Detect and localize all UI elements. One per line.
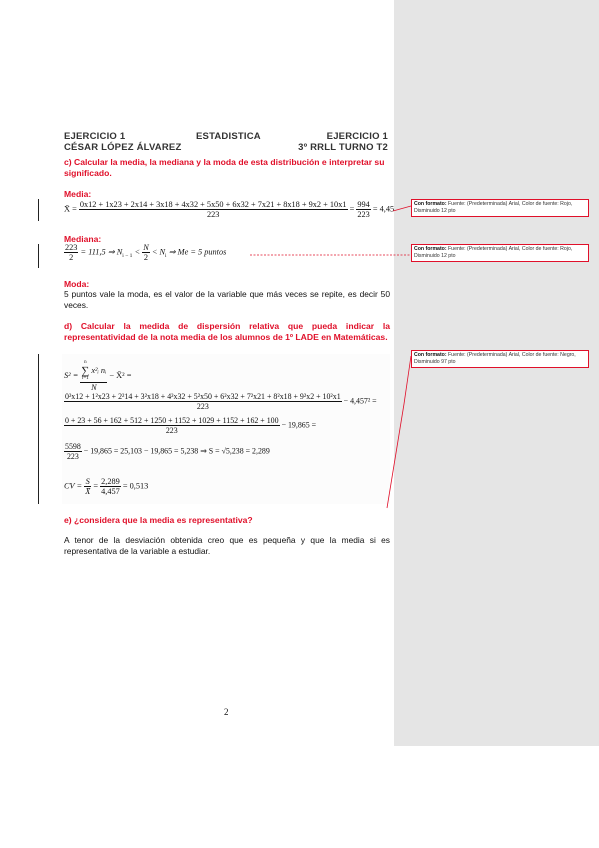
answer-e: A tenor de la desviación obtenida creo que es pequeña y que la media si es representativa de la variable a estudiar. <box>64 535 390 556</box>
media-result-num: 994 <box>357 200 370 209</box>
line2-denominator: 223 <box>196 402 209 411</box>
moda-text: 5 puntos vale la moda, es el valor de la variable que más veces se repite, es decir 50 veces. <box>64 289 390 310</box>
comment-label: Con formato: <box>414 246 447 252</box>
cv-lhs: CV = <box>64 481 83 491</box>
sum-top: n <box>84 360 87 365</box>
question-c: c) Calcular la media, la mediana y la moda de esta distribución e interpretar su significado. <box>64 157 385 178</box>
s2-tail: − X̄² = <box>109 370 132 380</box>
line2-numerator: 0²x12 + 1²x23 + 2²14 + 3²x18 + 4²x32 + 5²x50 + 6²x32 + 7²x21 + 8²x18 + 9²x2 + 10²x1 <box>65 392 341 401</box>
cv-f1-den: X̄ <box>85 487 91 496</box>
question-e: e) ¿considera que la media es representativa? <box>64 515 253 525</box>
media-result: = 4,45 <box>372 204 395 214</box>
mediana-end: < N <box>151 247 166 257</box>
media-denominator: 223 <box>206 210 220 219</box>
media-result-den: 223 <box>357 210 370 219</box>
mediana-n2-den: 2 <box>143 253 149 262</box>
comment-text: Fuente: (Predeterminada) Arial, Color de fuente: Rojo, Disminuido 12 pto <box>414 201 573 214</box>
connector-3 <box>387 356 411 508</box>
comment-label: Con formato: <box>414 201 447 207</box>
header-left-line1: EJERCICIO 1 <box>64 131 126 142</box>
media-numerator: 0x12 + 1x23 + 2x14 + 3x18 + 4x32 + 5x50 + 6x32 + 7x21 + 8x18 + 9x2 + 10x1 <box>79 200 347 209</box>
line2-tail: − 4,457² = <box>343 396 377 406</box>
media-label: Media: <box>64 189 92 199</box>
mediana-end-sub: i <box>165 253 167 260</box>
cv-result: = 0,513 <box>122 481 149 491</box>
cv-f2-den: 4,457 <box>101 487 120 496</box>
line3-tail: − 19,865 = <box>281 420 317 430</box>
header-right-line1: EJERCICIO 1 <box>326 131 388 142</box>
comment-text: Fuente: (Predeterminada) Arial, Color de fuente: Negro, Disminuido 97 pto <box>414 352 576 365</box>
line4-numerator: 5598 <box>65 442 81 451</box>
cv-f2-num: 2,289 <box>101 477 120 486</box>
header-left-line2: CÉSAR LÓPEZ ÁLVAREZ <box>64 142 182 153</box>
mediana-sub: i − 1 <box>122 253 133 260</box>
header-right-line2: 3º RRLL TURNO T2 <box>298 142 388 153</box>
line4-tail: − 19,865 = 25,103 − 19,865 = 5,238 ⇒ S = √5,238 = 2,289 <box>83 446 270 456</box>
sum-term: x²ᵢ nᵢ <box>91 365 107 375</box>
mediana-n2-num: N <box>143 243 149 252</box>
s2-lhs: S² = <box>64 370 79 380</box>
question-d: d) Calcular la medida de dispersión relativa que pueda indicar la representatividad de la nota media de los alumnos de 1º LADE en Matemáticas. <box>64 321 390 342</box>
mediana-label: Mediana: <box>64 234 102 244</box>
mediana-mid: < <box>134 247 141 257</box>
moda-label: Moda: <box>64 279 90 289</box>
sum-bottom: i=1 <box>81 376 89 381</box>
mediana-final: ⇒ Me = 5 puntos <box>168 247 227 257</box>
cv-eq: = <box>93 481 99 491</box>
comment-text: Fuente: (Predeterminada) Arial, Color de fuente: Rojo, Disminuido 12 pto <box>414 246 573 259</box>
s2-denominator: N <box>91 383 97 392</box>
line4-denominator: 223 <box>66 452 79 461</box>
header-center: ESTADISTICA <box>196 131 261 142</box>
line3-numerator: 0 + 23 + 56 + 162 + 512 + 1250 + 1152 + 1029 + 1152 + 162 + 100 <box>65 416 279 425</box>
media-lhs: X̄ = <box>64 204 77 214</box>
media-eq: = <box>349 204 355 214</box>
page-number: 2 <box>224 707 229 717</box>
line3-denominator: 223 <box>165 426 178 435</box>
mediana-rest: = 111,5 ⇒ N <box>80 247 123 257</box>
cv-f1-num: S <box>85 477 90 486</box>
mediana-num: 223 <box>65 243 78 252</box>
mediana-den: 2 <box>69 253 74 262</box>
comment-label: Con formato: <box>414 352 447 358</box>
connector-1 <box>393 206 411 211</box>
sum-symbol: ∑ <box>81 365 90 377</box>
